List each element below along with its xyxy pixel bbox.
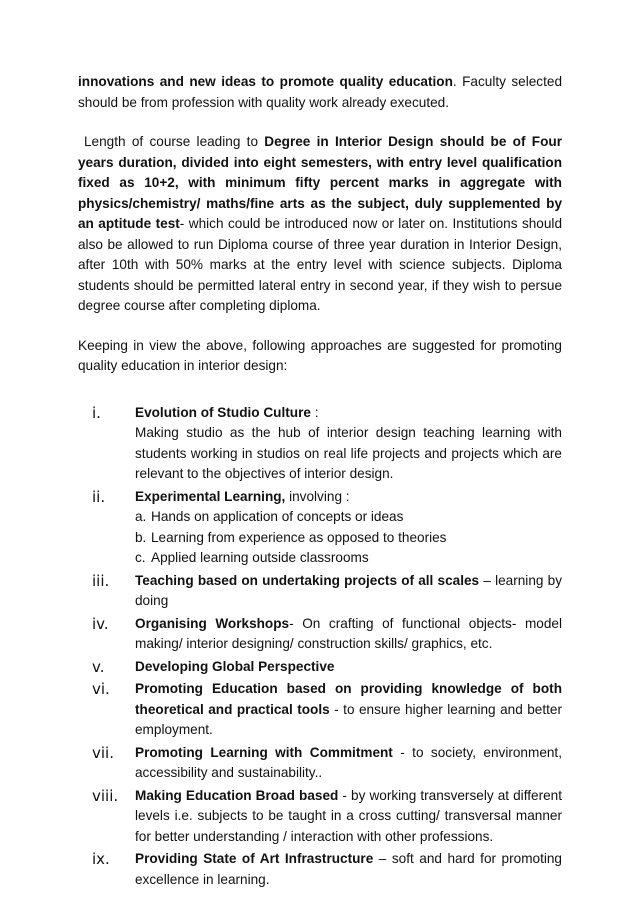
list-item bbox=[78, 679, 562, 741]
list-item-number: iii. bbox=[92, 571, 110, 590]
list-item-number: ix. bbox=[92, 850, 110, 868]
paragraph-course-bold: Degree in Interior Design should be of Four years duration, divided into eight semesters, with entry level qualification fixed as 10+2, with minimum fifty percent marks in aggregate with physics/chemistry/ maths/fine arts as the subject, duly supplemented by an aptitude test bbox=[78, 134, 562, 231]
list-item-title: Promoting Education based on providing knowledge of both theoretical and practical tools bbox=[135, 681, 562, 717]
list-item-title: Providing State of Art Infrastructure bbox=[135, 851, 374, 866]
list-item-text: – learning by doing bbox=[135, 572, 562, 608]
list-item-title: Making Education Broad based bbox=[135, 787, 339, 803]
list-item-description: Making studio as the hub of interior design teaching learning with students working in studios on real life projects and projects which are relevant to the objectives of interior design. bbox=[135, 425, 562, 481]
list-item-title: Organising Workshops bbox=[135, 615, 290, 631]
list-item-text: - On crafting of functional objects- model making/ interior designing/ construction skills/ graphics, etc. bbox=[135, 615, 562, 651]
list-item-text: – soft and hard for promoting excellence in learning. bbox=[135, 851, 562, 887]
sub-list-item-text: Hands on application of concepts or ideas bbox=[151, 509, 404, 524]
list-item bbox=[78, 786, 562, 848]
paragraph-course-text: - which could be introduced now or later on. Institutions should also be allowed to run Diploma course of three year duration in Interior Design, after 10th with 50% marks at the entry level with science subjects. Diploma students should be permitted lateral entry in second year, if they wish to persue degree course after completing diploma. bbox=[78, 216, 563, 313]
list-item bbox=[78, 614, 562, 655]
list-item-number: i. bbox=[92, 403, 101, 422]
paragraph-course-length bbox=[78, 132, 562, 317]
list-item-text: - to ensure higher learning and better employment. bbox=[135, 701, 562, 737]
sub-list bbox=[135, 507, 562, 569]
approaches-list bbox=[78, 403, 562, 891]
list-item-number: vi. bbox=[92, 680, 110, 698]
list-item-number: vii. bbox=[92, 743, 114, 762]
list-item-number: v. bbox=[92, 657, 105, 676]
list-item bbox=[78, 743, 562, 784]
paragraph-approaches-intro: Keeping in view the above, following approaches are suggested for promoting quality education in interior design: bbox=[78, 337, 562, 373]
paragraph-faculty-bold: innovations and new ideas to promote quality education bbox=[78, 74, 453, 89]
sub-list-item bbox=[135, 548, 562, 569]
list-item-title: Promoting Learning with Commitment bbox=[135, 744, 393, 760]
list-item-number: viii. bbox=[92, 786, 119, 805]
sub-list-item-letter: b. bbox=[135, 529, 147, 545]
document-page bbox=[78, 72, 562, 892]
list-item-title: Evolution of Studio Culture bbox=[135, 404, 311, 420]
list-item bbox=[78, 849, 562, 890]
list-item-title: Teaching based on undertaking projects of all scales bbox=[135, 572, 480, 588]
list-item-text: - by working transversely at different levels i.e. subjects to be taught in a cross cutting/ transversal manner for better understanding / interaction with other professions. bbox=[135, 787, 562, 844]
list-item-text: - to society, environment, accessibility and sustainability.. bbox=[135, 744, 562, 780]
sub-list-item-letter: c. bbox=[135, 550, 146, 565]
sub-list-item bbox=[135, 507, 562, 528]
list-item bbox=[78, 487, 562, 569]
list-item-title: Developing Global Perspective bbox=[135, 658, 335, 674]
list-item-title: Experimental Learning, bbox=[135, 488, 286, 504]
sub-list-item-text: Applied learning outside classrooms bbox=[151, 550, 369, 565]
list-item bbox=[78, 403, 562, 485]
paragraph-faculty bbox=[78, 72, 562, 113]
list-item-number: ii. bbox=[92, 487, 106, 506]
list-item-text: : bbox=[310, 404, 319, 420]
sub-list-item-letter: a. bbox=[135, 509, 147, 524]
list-item-text: involving : bbox=[285, 488, 350, 504]
paragraph-faculty-text: . Faculty selected should be from profession with quality work already executed. bbox=[78, 74, 562, 110]
list-item bbox=[78, 571, 562, 612]
list-item-number: iv. bbox=[92, 614, 109, 633]
sub-list-item bbox=[135, 528, 562, 549]
paragraph-course-lead: Length of course leading to bbox=[84, 134, 265, 149]
sub-list-item-text: Learning from experience as opposed to theories bbox=[151, 529, 447, 545]
list-item bbox=[78, 657, 562, 678]
